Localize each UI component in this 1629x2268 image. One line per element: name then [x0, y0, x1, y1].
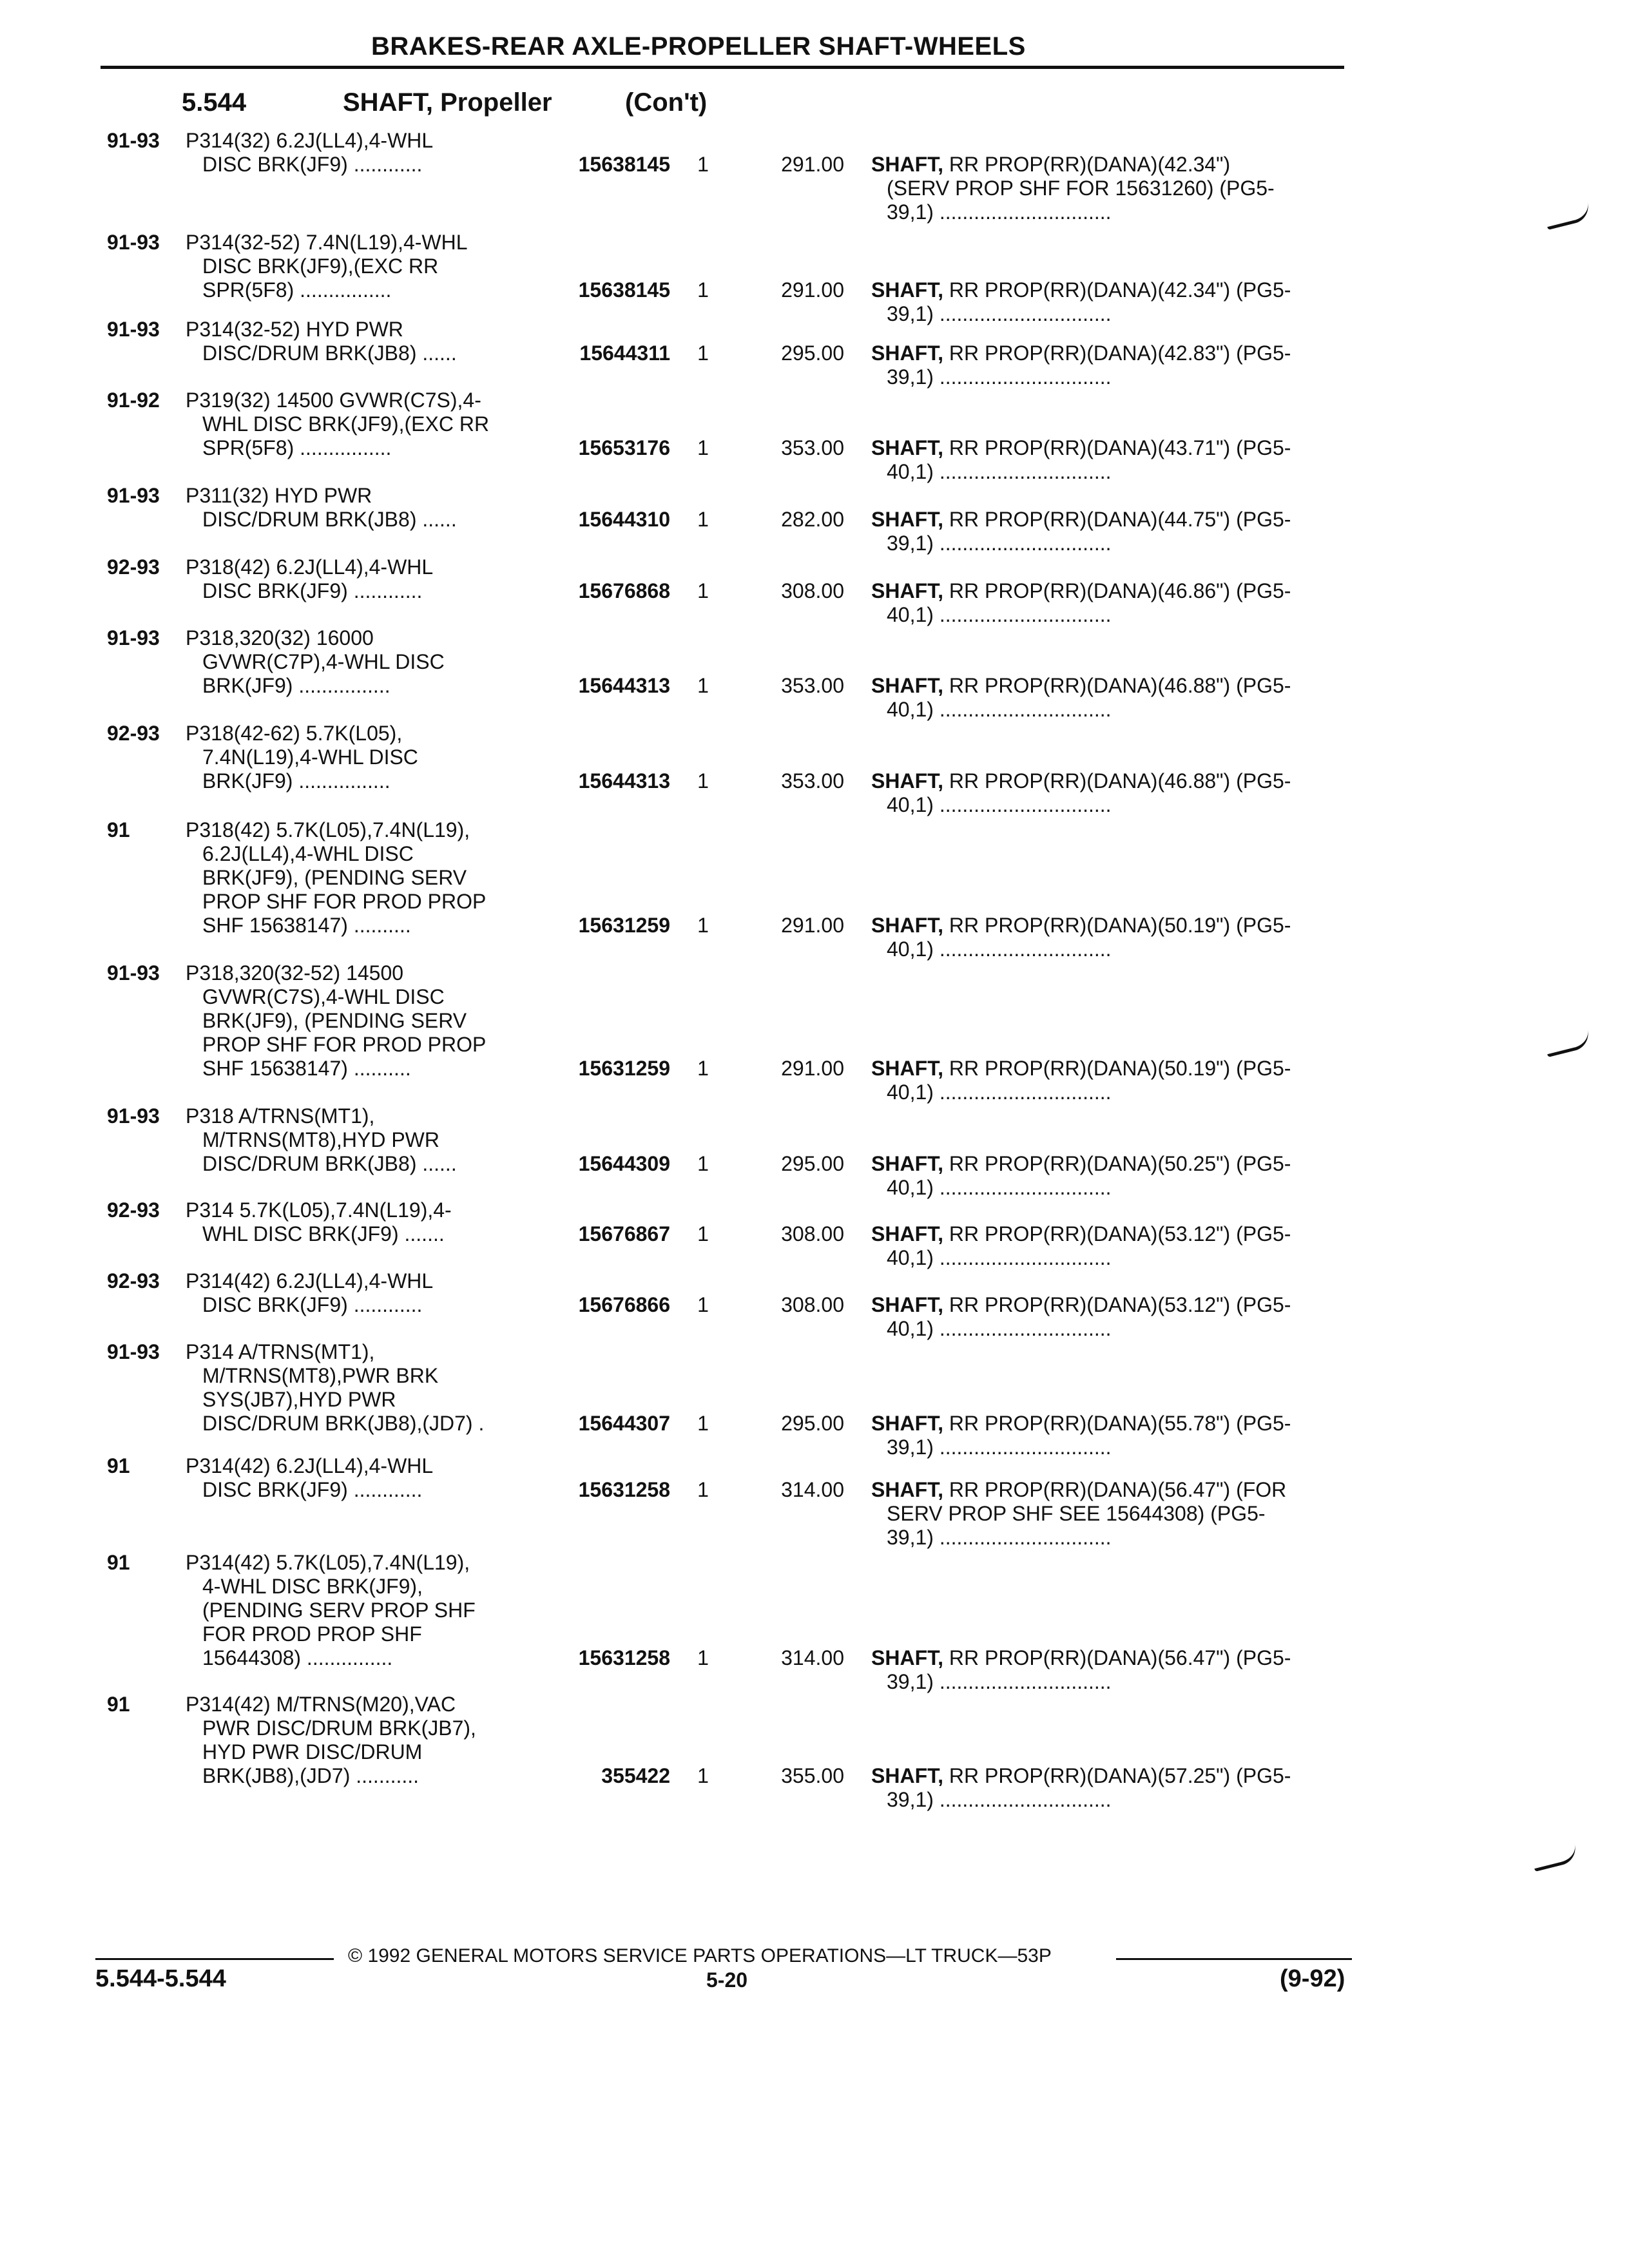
- quantity: 1: [697, 508, 709, 531]
- application-description: [186, 1198, 546, 1246]
- page-number: 5-20: [706, 1968, 748, 1992]
- model-years: 91-93: [107, 129, 160, 152]
- quantity: 1: [697, 1293, 709, 1316]
- price: 291.00: [781, 914, 844, 937]
- model-years: 91: [107, 1551, 130, 1574]
- footer-rule-left: [95, 1958, 334, 1960]
- description-line: DISC BRK(JF9) ............: [202, 579, 423, 602]
- quantity: 1: [697, 1478, 709, 1501]
- model-years: 91: [107, 1693, 130, 1716]
- description-line: BRK(JF9), (PENDING SERV: [202, 866, 467, 889]
- quantity: 1: [697, 341, 709, 365]
- price: 308.00: [781, 1222, 844, 1245]
- application-description: [186, 389, 546, 460]
- part-spec: RR PROP(RR)(DANA)(55.78") (PG5-: [949, 1412, 1291, 1435]
- description-line: (PENDING SERV PROP SHF: [202, 1599, 476, 1622]
- part-name: SHAFT,: [871, 508, 943, 531]
- part-name: SHAFT,: [871, 579, 943, 602]
- price: 353.00: [781, 769, 844, 793]
- application-description: [186, 818, 546, 937]
- model-years: 91: [107, 1454, 130, 1477]
- part-description-line: [871, 436, 1348, 460]
- description-line: P318,320(32) 16000: [186, 626, 374, 649]
- description-line: DISC BRK(JF9) ............: [202, 1478, 423, 1501]
- price: 355.00: [781, 1764, 844, 1787]
- model-years: 91-93: [107, 1104, 160, 1128]
- part-description: [871, 278, 1348, 326]
- quantity: 1: [697, 278, 709, 302]
- description-line: SPR(5F8) ................: [202, 436, 392, 459]
- description-line: PWR DISC/DRUM BRK(JB7),: [202, 1716, 476, 1740]
- copyright-notice: © 1992 GENERAL MOTORS SERVICE PARTS OPERATIONS—LT TRUCK—53P: [348, 1945, 1052, 1966]
- description-line: P314(42) 5.7K(L05),7.4N(L19),: [186, 1551, 470, 1574]
- description-line: GVWR(C7P),4-WHL DISC: [202, 650, 445, 673]
- part-spec: RR PROP(RR)(DANA)(43.71") (PG5-: [949, 436, 1291, 459]
- description-line: SHF 15638147) ..........: [202, 1057, 411, 1080]
- description-line: DISC/DRUM BRK(JB8) ......: [202, 508, 457, 531]
- part-description-line: [871, 1152, 1348, 1176]
- description-line: P318(42) 6.2J(LL4),4-WHL: [186, 555, 434, 579]
- description-line: DISC/DRUM BRK(JB8) ......: [202, 1152, 457, 1175]
- page-header: [101, 32, 1344, 69]
- part-spec: RR PROP(RR)(DANA)(50.19") (PG5-: [949, 914, 1291, 937]
- part-name: SHAFT,: [871, 153, 943, 176]
- description-line: P311(32) HYD PWR: [186, 484, 372, 507]
- description-line: P314(42) 6.2J(LL4),4-WHL: [186, 1454, 434, 1477]
- application-description: [186, 318, 546, 365]
- part-name: SHAFT,: [871, 769, 943, 793]
- price: 353.00: [781, 674, 844, 697]
- part-description-line: 40,1) ..............................: [887, 460, 1112, 483]
- application-description: [186, 1340, 546, 1436]
- part-spec: RR PROP(RR)(DANA)(46.86") (PG5-: [949, 579, 1291, 602]
- quantity: 1: [697, 1152, 709, 1175]
- scan-mark: [1544, 1030, 1592, 1057]
- part-name: SHAFT,: [871, 341, 943, 365]
- description-line: BRK(JF9) ................: [202, 769, 390, 793]
- part-description-line: [871, 914, 1348, 937]
- part-description-line: 40,1) ..............................: [887, 793, 1112, 816]
- part-description: [871, 1293, 1348, 1341]
- application-description: [186, 484, 546, 532]
- model-years: 92-93: [107, 555, 160, 579]
- description-line: BRK(JF9), (PENDING SERV: [202, 1009, 467, 1032]
- description-line: P318(42-62) 5.7K(L05),: [186, 722, 403, 745]
- description-line: M/TRNS(MT8),HYD PWR: [202, 1128, 439, 1151]
- part-description-line: 39,1) ..............................: [887, 1788, 1112, 1811]
- description-line: DISC BRK(JF9),(EXC RR: [202, 255, 439, 278]
- part-number: 15638145: [578, 278, 670, 302]
- part-spec: RR PROP(RR)(DANA)(50.25") (PG5-: [949, 1152, 1291, 1175]
- price: 314.00: [781, 1478, 844, 1501]
- part-description: [871, 1412, 1348, 1459]
- model-years: 92-93: [107, 1198, 160, 1222]
- part-description-line: [871, 1057, 1348, 1081]
- part-number: 355422: [601, 1764, 670, 1787]
- part-description: [871, 341, 1348, 389]
- description-line: P314(42) 6.2J(LL4),4-WHL: [186, 1269, 434, 1293]
- part-description-line: [871, 579, 1348, 603]
- description-line: 7.4N(L19),4-WHL DISC: [202, 745, 418, 769]
- part-description-line: 39,1) ..............................: [887, 302, 1112, 325]
- part-description-line: 39,1) ..............................: [887, 365, 1112, 389]
- part-description: [871, 1646, 1348, 1694]
- part-description-line: 39,1) ..............................: [887, 1436, 1112, 1459]
- quantity: 1: [697, 769, 709, 793]
- application-description: [186, 231, 546, 302]
- application-description: [186, 961, 546, 1081]
- section-number: 5.544: [182, 88, 247, 117]
- description-line: FOR PROD PROP SHF: [202, 1622, 422, 1646]
- part-number: 15631258: [578, 1646, 670, 1669]
- price: 308.00: [781, 1293, 844, 1316]
- model-years: 91-93: [107, 484, 160, 507]
- part-number: 15631259: [578, 1057, 670, 1080]
- part-description: [871, 1764, 1348, 1812]
- description-line: 15644308) ...............: [202, 1646, 393, 1669]
- description-line: P318 A/TRNS(MT1),: [186, 1104, 375, 1128]
- description-line: HYD PWR DISC/DRUM: [202, 1740, 423, 1763]
- model-years: 91-92: [107, 389, 160, 412]
- description-line: P318(42) 5.7K(L05),7.4N(L19),: [186, 818, 470, 841]
- model-years: 91: [107, 818, 130, 841]
- footer-date: (9-92): [1280, 1965, 1345, 1992]
- description-line: P314 A/TRNS(MT1),: [186, 1340, 375, 1363]
- scan-mark: [1544, 202, 1592, 230]
- description-line: SPR(5F8) ................: [202, 278, 392, 302]
- part-description: [871, 153, 1348, 224]
- part-name: SHAFT,: [871, 674, 943, 697]
- price: 291.00: [781, 1057, 844, 1080]
- part-number: 15638145: [578, 153, 670, 176]
- description-line: DISC/DRUM BRK(JB8) ......: [202, 341, 457, 365]
- description-line: P314(32-52) HYD PWR: [186, 318, 403, 341]
- description-line: GVWR(C7S),4-WHL DISC: [202, 985, 445, 1008]
- description-line: WHL DISC BRK(JF9) .......: [202, 1222, 445, 1245]
- part-description-line: [871, 769, 1348, 793]
- part-description-line: [871, 1646, 1348, 1670]
- quantity: 1: [697, 436, 709, 459]
- price: 291.00: [781, 278, 844, 302]
- part-description-line: 40,1) ..............................: [887, 1176, 1112, 1199]
- description-line: SHF 15638147) ..........: [202, 914, 411, 937]
- part-description: [871, 508, 1348, 555]
- part-spec: RR PROP(RR)(DANA)(42.34") (PG5-: [949, 278, 1291, 302]
- scan-mark: [1531, 1844, 1579, 1872]
- footer-rule-right: [1116, 1958, 1352, 1960]
- application-description: [186, 129, 546, 177]
- part-description-line: [871, 341, 1348, 365]
- part-name: SHAFT,: [871, 1222, 943, 1245]
- description-line: DISC BRK(JF9) ............: [202, 153, 423, 176]
- part-name: SHAFT,: [871, 1646, 943, 1669]
- part-spec: RR PROP(RR)(DANA)(56.47") (FOR: [949, 1478, 1287, 1501]
- price: 314.00: [781, 1646, 844, 1669]
- section-name: SHAFT, Propeller: [343, 88, 552, 117]
- part-spec: RR PROP(RR)(DANA)(50.19") (PG5-: [949, 1057, 1291, 1080]
- part-description-line: [871, 278, 1348, 302]
- part-description-line: 40,1) ..............................: [887, 937, 1112, 961]
- part-spec: RR PROP(RR)(DANA)(53.12") (PG5-: [949, 1293, 1291, 1316]
- description-line: P314(32) 6.2J(LL4),4-WHL: [186, 129, 434, 152]
- part-description: [871, 579, 1348, 627]
- description-line: PROP SHF FOR PROD PROP: [202, 1033, 487, 1056]
- model-years: 91-93: [107, 318, 160, 341]
- part-description-line: 40,1) ..............................: [887, 1317, 1112, 1340]
- page-title: BRAKES-REAR AXLE-PROPELLER SHAFT-WHEELS: [371, 32, 1026, 61]
- part-name: SHAFT,: [871, 1152, 943, 1175]
- part-description: [871, 1222, 1348, 1270]
- application-description: [186, 626, 546, 698]
- part-description: [871, 1152, 1348, 1200]
- model-years: 91-93: [107, 1340, 160, 1363]
- model-years: 91-93: [107, 626, 160, 649]
- part-description-line: [871, 1293, 1348, 1317]
- part-number: 15644311: [579, 341, 670, 365]
- price: 295.00: [781, 1152, 844, 1175]
- part-description-line: 40,1) ..............................: [887, 603, 1112, 626]
- part-description-line: 40,1) ..............................: [887, 698, 1112, 721]
- part-name: SHAFT,: [871, 1057, 943, 1080]
- part-description-line: 39,1) ..............................: [887, 1526, 1112, 1549]
- description-line: P319(32) 14500 GVWR(C7S),4-: [186, 389, 481, 412]
- quantity: 1: [697, 1412, 709, 1435]
- part-number: 15631258: [578, 1478, 670, 1501]
- part-number: 15676866: [578, 1293, 670, 1316]
- description-line: SYS(JB7),HYD PWR: [202, 1388, 396, 1411]
- model-years: 92-93: [107, 722, 160, 745]
- part-description-line: 40,1) ..............................: [887, 1246, 1112, 1269]
- quantity: 1: [697, 579, 709, 602]
- part-number: 15644313: [578, 674, 670, 697]
- part-description-line: [871, 508, 1348, 532]
- part-spec: RR PROP(RR)(DANA)(42.83") (PG5-: [949, 341, 1291, 365]
- quantity: 1: [697, 153, 709, 176]
- price: 295.00: [781, 341, 844, 365]
- part-description-line: [871, 1412, 1348, 1436]
- part-name: SHAFT,: [871, 1478, 943, 1501]
- price: 308.00: [781, 579, 844, 602]
- part-description: [871, 769, 1348, 817]
- description-line: PROP SHF FOR PROD PROP: [202, 890, 487, 913]
- description-line: P314(42) M/TRNS(M20),VAC: [186, 1693, 456, 1716]
- part-description: [871, 1478, 1348, 1550]
- part-spec: RR PROP(RR)(DANA)(46.88") (PG5-: [949, 769, 1291, 793]
- quantity: 1: [697, 914, 709, 937]
- part-description: [871, 1057, 1348, 1104]
- part-number: 15631259: [578, 914, 670, 937]
- price: 295.00: [781, 1412, 844, 1435]
- quantity: 1: [697, 674, 709, 697]
- description-line: 4-WHL DISC BRK(JF9),: [202, 1575, 423, 1598]
- description-line: 6.2J(LL4),4-WHL DISC: [202, 842, 414, 865]
- part-spec: RR PROP(RR)(DANA)(42.34"): [949, 153, 1231, 176]
- price: 282.00: [781, 508, 844, 531]
- part-description: [871, 914, 1348, 961]
- footer-section-range: 5.544-5.544: [95, 1965, 226, 1992]
- description-line: P318,320(32-52) 14500: [186, 961, 404, 985]
- part-name: SHAFT,: [871, 278, 943, 302]
- part-number: 15644313: [578, 769, 670, 793]
- part-name: SHAFT,: [871, 436, 943, 459]
- part-spec: RR PROP(RR)(DANA)(57.25") (PG5-: [949, 1764, 1291, 1787]
- part-description-line: SERV PROP SHF SEE 15644308) (PG5-: [887, 1502, 1266, 1525]
- part-spec: RR PROP(RR)(DANA)(46.88") (PG5-: [949, 674, 1291, 697]
- part-name: SHAFT,: [871, 914, 943, 937]
- part-name: SHAFT,: [871, 1764, 943, 1787]
- description-line: WHL DISC BRK(JF9),(EXC RR: [202, 412, 490, 436]
- description-line: BRK(JF9) ................: [202, 674, 390, 697]
- description-line: BRK(JB8),(JD7) ...........: [202, 1764, 419, 1787]
- quantity: 1: [697, 1646, 709, 1669]
- part-description-line: 40,1) ..............................: [887, 1081, 1112, 1104]
- part-description-line: [871, 153, 1348, 177]
- part-description-line: 39,1) ..............................: [887, 1670, 1112, 1693]
- application-description: [186, 1104, 546, 1176]
- part-description-line: [871, 1222, 1348, 1246]
- application-description: [186, 1269, 546, 1317]
- part-number: 15644307: [578, 1412, 670, 1435]
- model-years: 92-93: [107, 1269, 160, 1293]
- part-number: 15676868: [578, 579, 670, 602]
- price: 291.00: [781, 153, 844, 176]
- quantity: 1: [697, 1764, 709, 1787]
- description-line: P314 5.7K(L05),7.4N(L19),4-: [186, 1198, 452, 1222]
- part-number: 15653176: [578, 436, 670, 459]
- model-years: 91-93: [107, 231, 160, 254]
- part-description: [871, 674, 1348, 722]
- price: 353.00: [781, 436, 844, 459]
- part-description-line: [871, 1478, 1348, 1502]
- application-description: [186, 722, 546, 793]
- application-description: [186, 1693, 546, 1788]
- application-description: [186, 1551, 546, 1670]
- part-description: [871, 436, 1348, 484]
- quantity: 1: [697, 1222, 709, 1245]
- part-description-line: (SERV PROP SHF FOR 15631260) (PG5-: [887, 177, 1275, 200]
- part-spec: RR PROP(RR)(DANA)(56.47") (PG5-: [949, 1646, 1291, 1669]
- part-number: 15644310: [578, 508, 670, 531]
- description-line: M/TRNS(MT8),PWR BRK: [202, 1364, 439, 1387]
- description-line: P314(32-52) 7.4N(L19),4-WHL: [186, 231, 468, 254]
- application-description: [186, 555, 546, 603]
- description-line: DISC BRK(JF9) ............: [202, 1293, 423, 1316]
- part-number: 15676867: [578, 1222, 670, 1245]
- section-continued: (Con't): [625, 88, 708, 117]
- part-spec: RR PROP(RR)(DANA)(53.12") (PG5-: [949, 1222, 1291, 1245]
- part-number: 15644309: [578, 1152, 670, 1175]
- description-line: DISC/DRUM BRK(JB8),(JD7) .: [202, 1412, 485, 1435]
- part-description-line: [871, 1764, 1348, 1788]
- part-description-line: 39,1) ..............................: [887, 200, 1112, 224]
- model-years: 91-93: [107, 961, 160, 985]
- part-spec: RR PROP(RR)(DANA)(44.75") (PG5-: [949, 508, 1291, 531]
- quantity: 1: [697, 1057, 709, 1080]
- part-name: SHAFT,: [871, 1293, 943, 1316]
- part-name: SHAFT,: [871, 1412, 943, 1435]
- part-description-line: [871, 674, 1348, 698]
- application-description: [186, 1454, 546, 1502]
- part-description-line: 39,1) ..............................: [887, 532, 1112, 555]
